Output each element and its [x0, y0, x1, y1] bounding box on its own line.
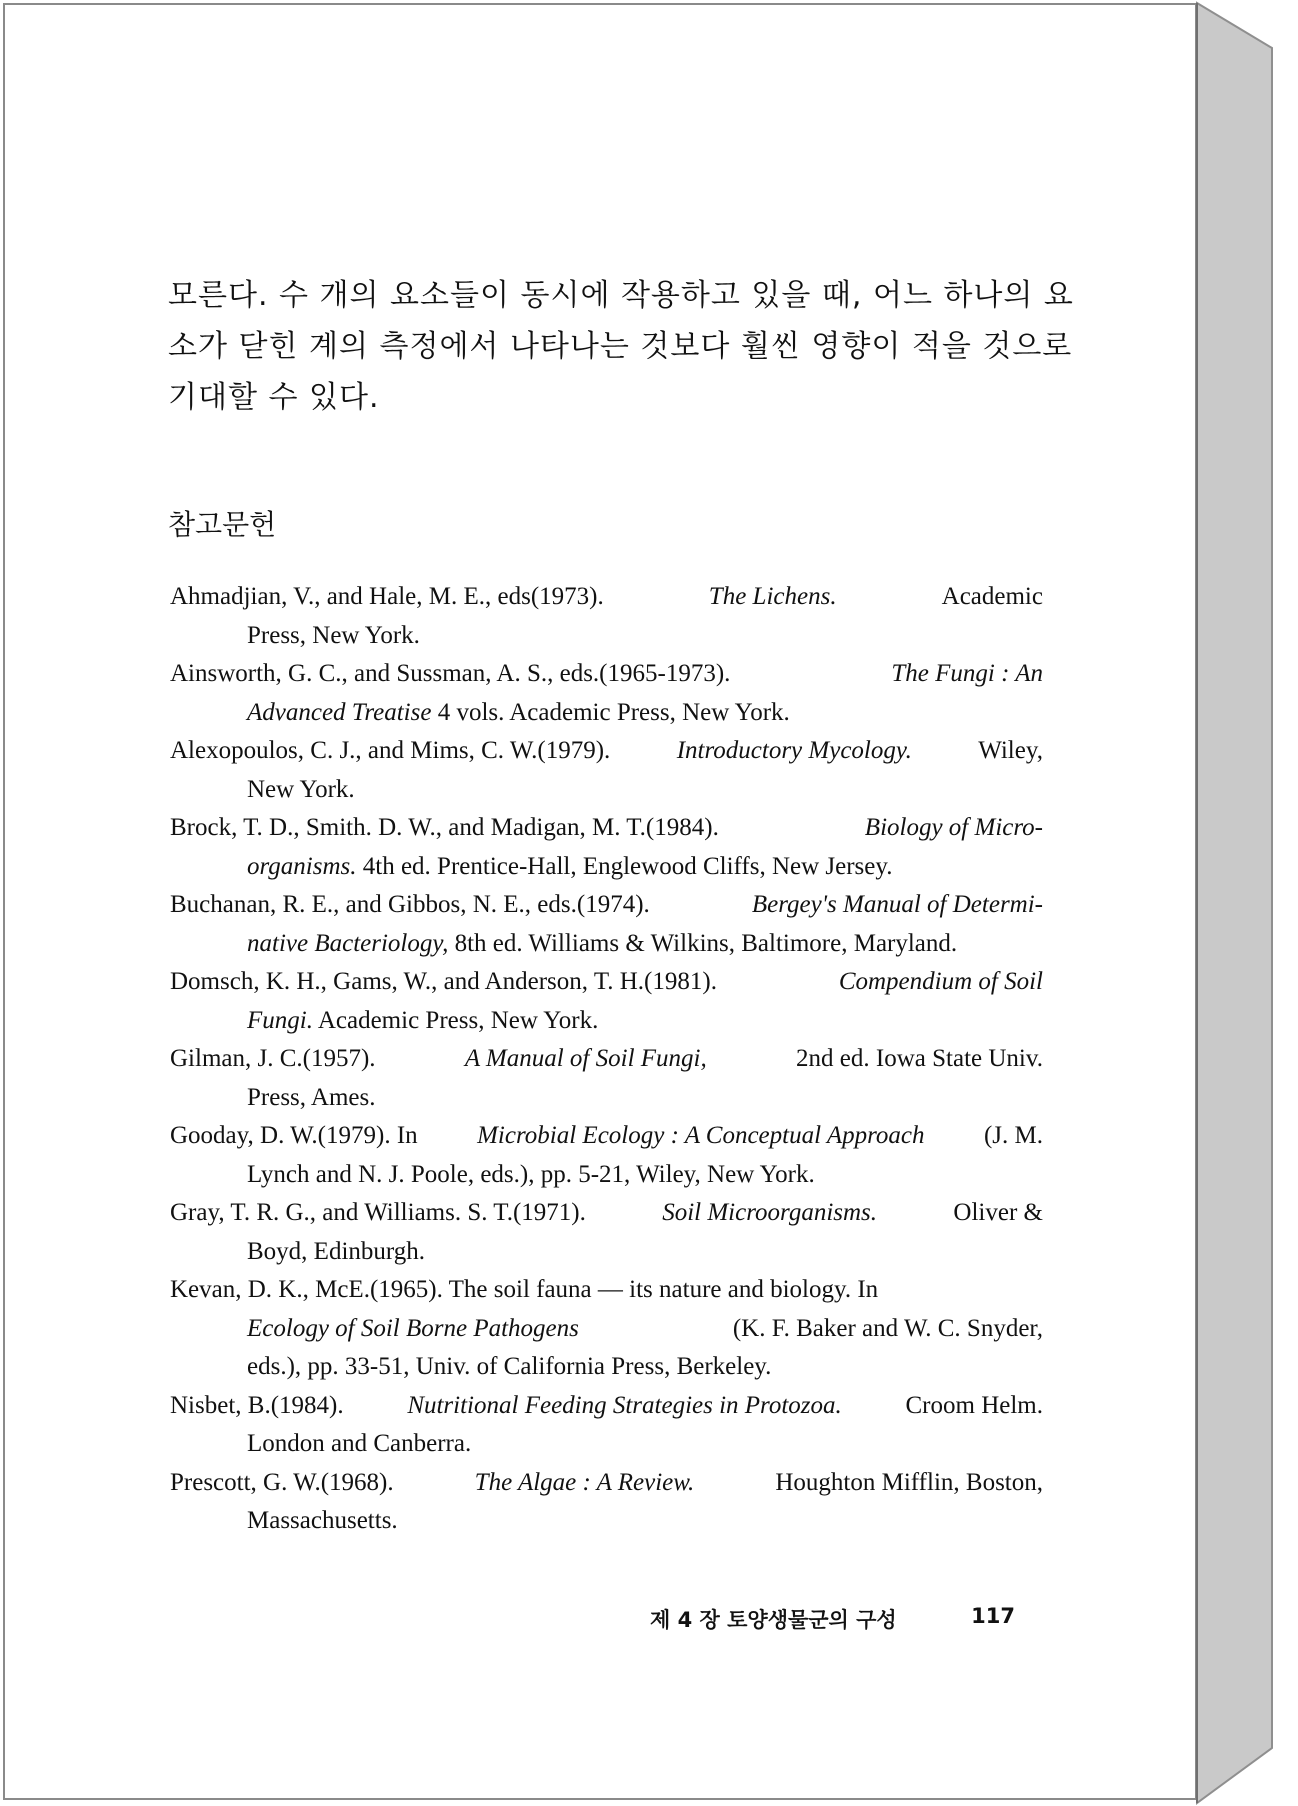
ref-title: The Fungi : An	[891, 660, 1043, 687]
reference-item	[170, 886, 1043, 963]
running-footer	[650, 1604, 1015, 1634]
ref-continuation: Lynch and N. J. Poole, eds.), pp. 5-21, Wiley, New York.	[247, 1160, 815, 1188]
ref-continuation: eds.), pp. 33-51, Univ. of California Press, Berkeley.	[247, 1353, 772, 1380]
reference-item	[170, 963, 1043, 1040]
reference-item	[170, 655, 1043, 732]
ref-authors: Brock, T. D., Smith. D. W., and Madigan, M. T.(1984).	[170, 814, 719, 841]
ref-publisher: Academic	[941, 583, 1043, 610]
ref-title: The Lichens.	[708, 583, 837, 610]
ref-publisher: Croom Helm.	[905, 1391, 1043, 1419]
ref-title: Compendium of Soil	[838, 968, 1043, 995]
ref-title: native Bacteriology,	[247, 929, 449, 957]
ref-continuation: Press, New York.	[247, 621, 420, 649]
reference-item	[170, 809, 1043, 886]
ref-title: Nutritional Feeding Strategies in Protozoa.	[407, 1391, 842, 1419]
ref-continuation: Press, Ames.	[247, 1083, 376, 1111]
ref-authors: Buchanan, R. E., and Gibbos, N. E., eds.(1974).	[170, 891, 650, 918]
intro-paragraph	[168, 270, 1074, 423]
chapter-title: 제 4 장 토양생물군의 구성	[650, 1608, 897, 1632]
references-heading: 참고문헌	[168, 508, 277, 541]
reference-item	[170, 1117, 1043, 1194]
ref-authors: Ahmadjian, V., and Hale, M. E., eds(1973).	[170, 583, 604, 610]
ref-continuation: 4th ed. Prentice-Hall, Englewood Cliffs, New Jersey.	[362, 852, 893, 880]
ref-publisher: Houghton Mifflin, Boston,	[775, 1468, 1043, 1496]
ref-title: Advanced Treatise	[247, 698, 432, 726]
ref-continuation: Boyd, Edinburgh.	[247, 1237, 426, 1265]
reference-item	[170, 578, 1043, 655]
ref-authors: Prescott, G. W.(1968).	[170, 1468, 394, 1496]
ref-continuation: Massachusetts.	[247, 1507, 398, 1534]
ref-title: organisms.	[247, 852, 357, 880]
ref-publisher: 2nd ed. Iowa State Univ.	[796, 1045, 1043, 1072]
ref-title: Introductory Mycology.	[676, 737, 912, 764]
page-number: 117	[971, 1604, 1015, 1628]
ref-title: Biology of Micro-	[864, 814, 1043, 841]
ref-authors: Gray, T. R. G., and Williams. S. T.(1971).	[170, 1199, 586, 1226]
ref-authors: Alexopoulos, C. J., and Mims, C. W.(1979).	[170, 737, 611, 764]
ref-authors: Domsch, K. H., Gams, W., and Anderson, T. H.(1981).	[170, 968, 717, 995]
intro-line: 소가 닫힌 계의 측정에서 나타나는 것보다 훨씬 영향이 적을 것으로	[168, 329, 1073, 364]
ref-title: Bergey's Manual of Determi-	[751, 891, 1043, 918]
ref-continuation: (K. F. Baker and W. C. Snyder,	[732, 1314, 1043, 1342]
ref-authors: Ainsworth, G. C., and Sussman, A. S., eds.(1965-1973).	[170, 660, 731, 687]
reference-item	[170, 1194, 1043, 1271]
ref-continuation: 4 vols. Academic Press, New York.	[437, 698, 790, 726]
ref-publisher: (J. M.	[983, 1122, 1043, 1149]
ref-continuation: 8th ed. Williams & Wilkins, Baltimore, Maryland.	[454, 929, 958, 957]
ref-title: Soil Microorganisms.	[662, 1199, 878, 1226]
ref-title: Ecology of Soil Borne Pathogens	[247, 1314, 579, 1342]
reference-item	[170, 1040, 1043, 1117]
reference-list	[170, 578, 1043, 1541]
ref-authors: Gooday, D. W.(1979). In	[170, 1122, 418, 1149]
ref-title: A Manual of Soil Fungi,	[464, 1045, 707, 1072]
ref-publisher: Oliver &	[953, 1199, 1043, 1226]
ref-continuation: London and Canberra.	[247, 1430, 472, 1457]
reference-item	[170, 1464, 1043, 1541]
intro-line: 모른다. 수 개의 요소들이 동시에 작용하고 있을 때, 어느 하나의 요	[168, 278, 1074, 313]
ref-authors: Kevan, D. K., McE.(1965). The soil fauna — its nature and biology. In	[170, 1276, 879, 1303]
ref-title: Microbial Ecology : A Conceptual Approach	[477, 1122, 925, 1149]
ref-continuation: Academic Press, New York.	[317, 1006, 599, 1034]
ref-publisher: Wiley,	[978, 737, 1043, 764]
ref-title: Fungi.	[247, 1006, 313, 1034]
intro-line: 기대할 수 있다.	[168, 380, 380, 415]
ref-title: The Algae : A Review.	[474, 1468, 695, 1496]
reference-item	[170, 732, 1043, 809]
reference-item	[170, 1387, 1043, 1464]
ref-authors: Gilman, J. C.(1957).	[170, 1045, 376, 1072]
reference-item	[170, 1271, 1043, 1387]
ref-continuation: New York.	[247, 775, 355, 803]
ref-authors: Nisbet, B.(1984).	[170, 1391, 344, 1419]
